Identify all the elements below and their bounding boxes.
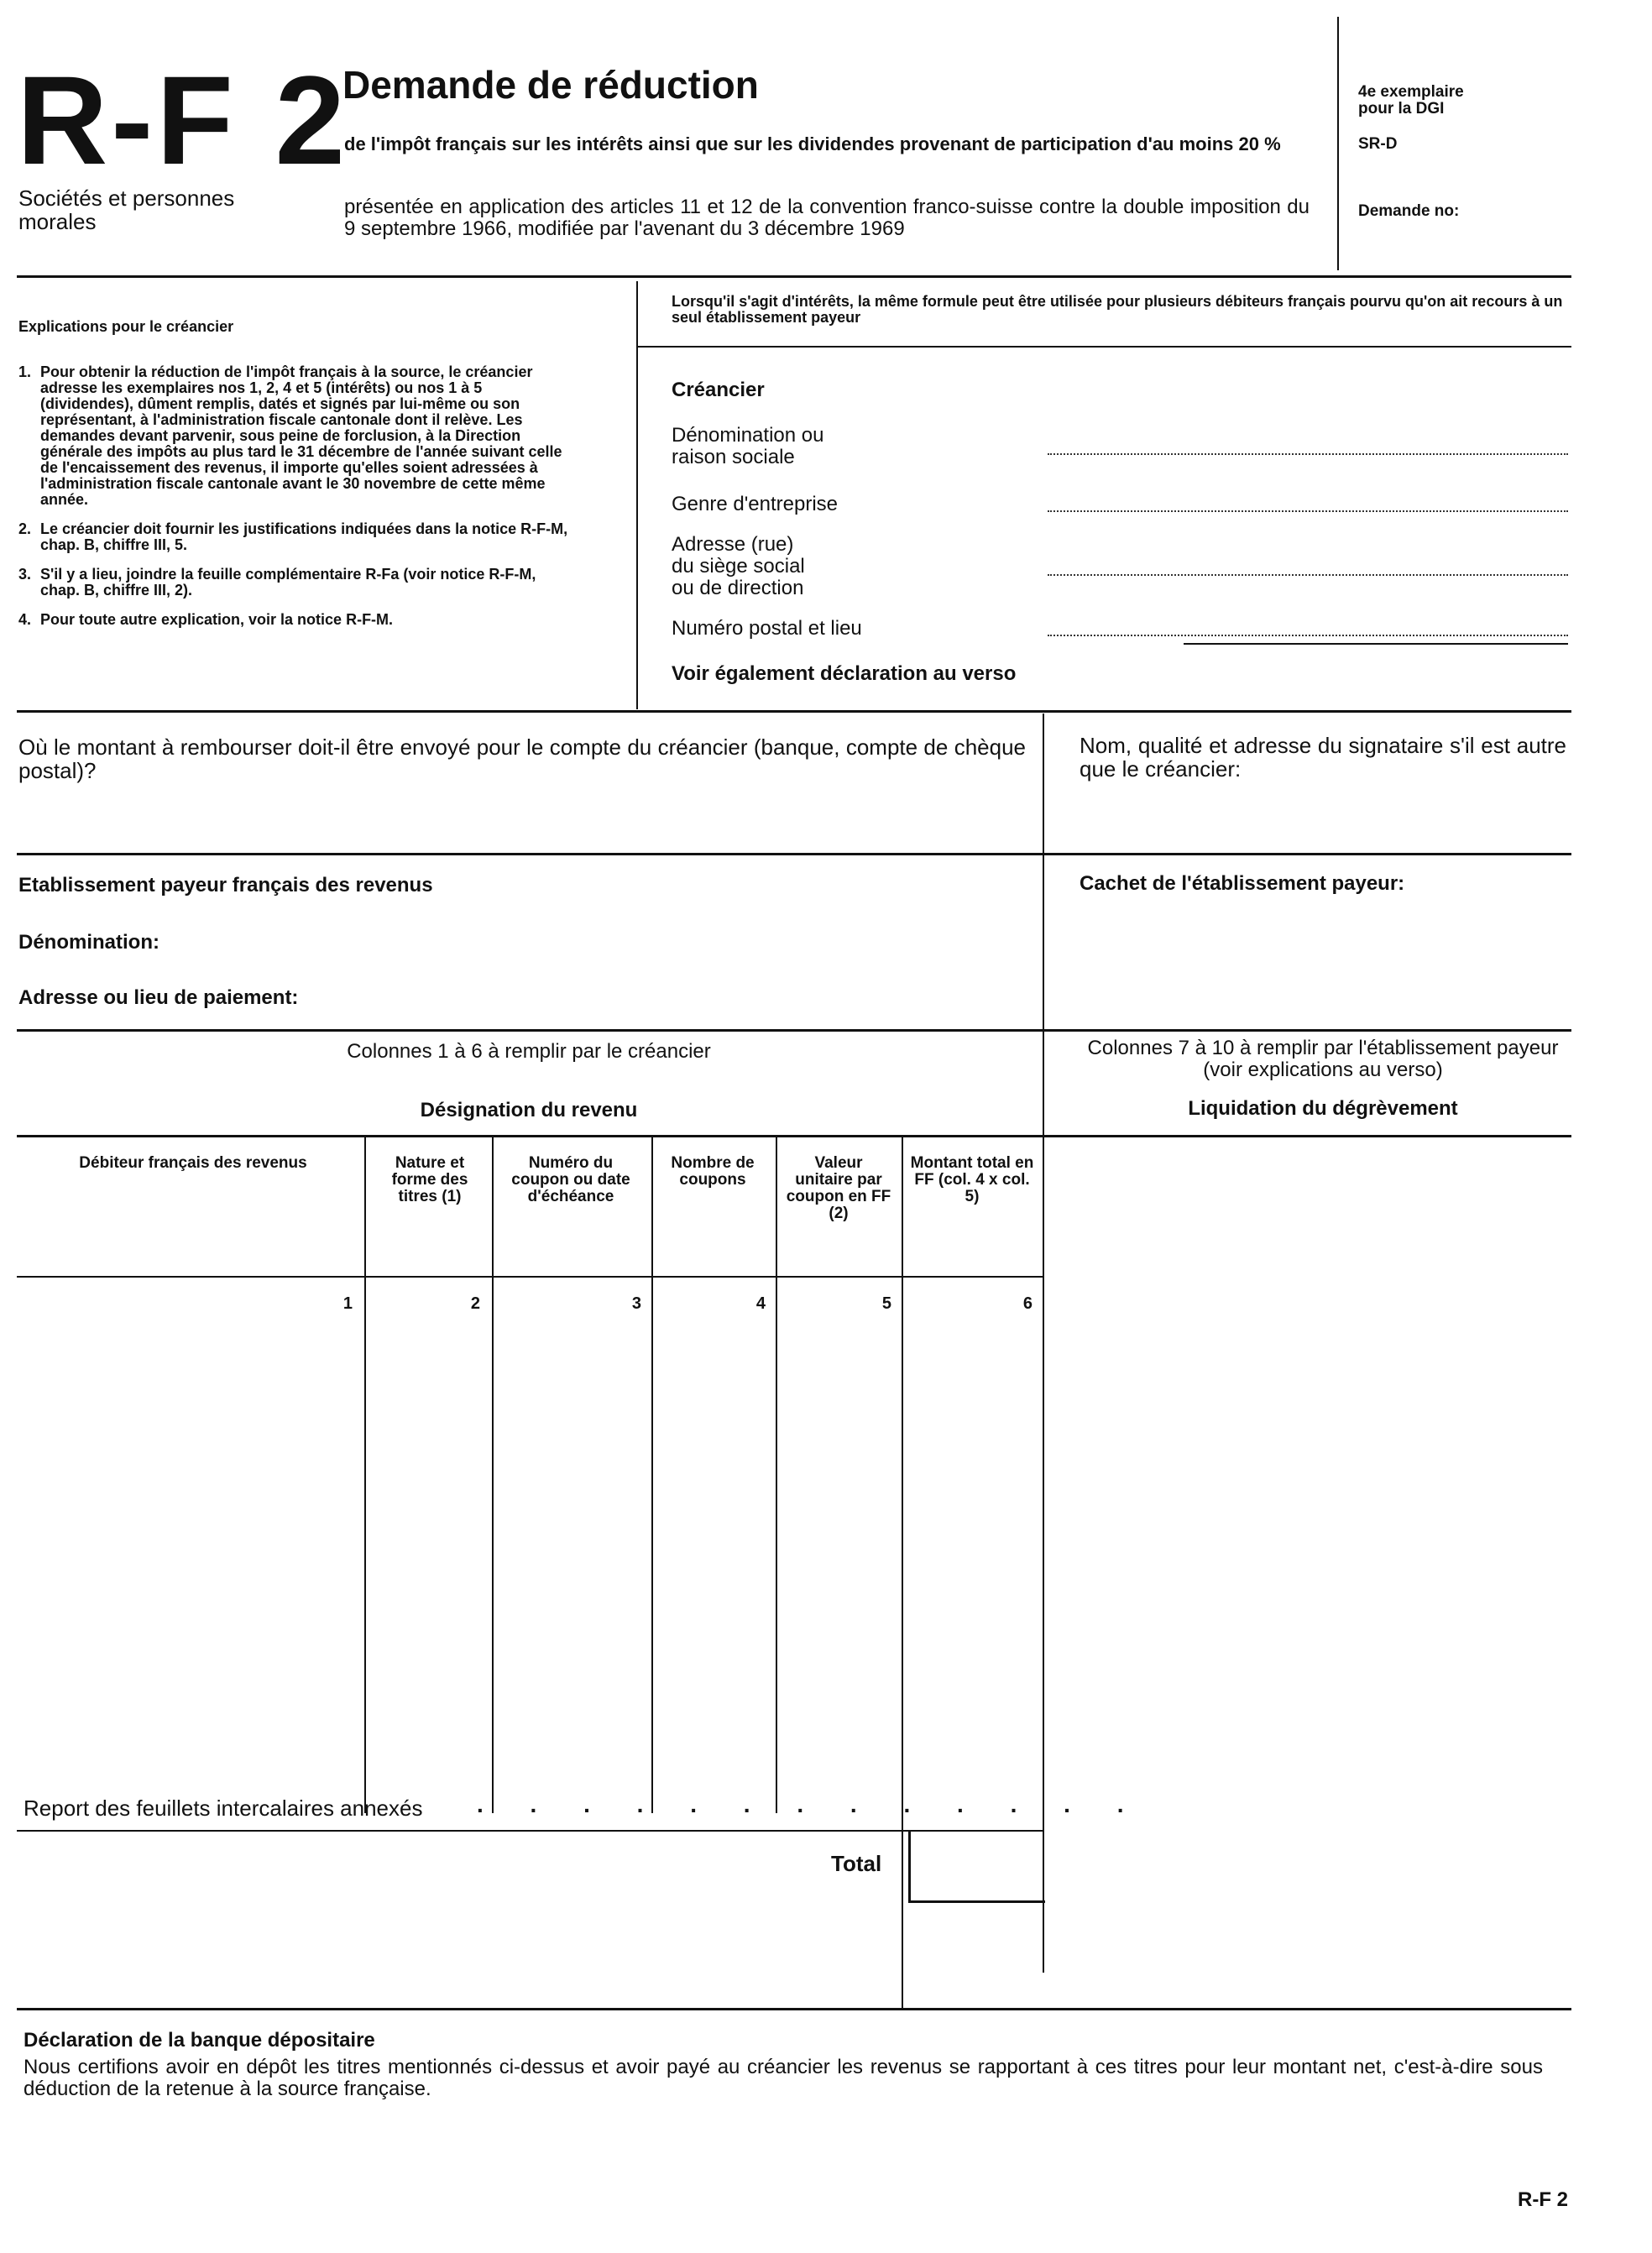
column-number: 3 [631,1294,641,1313]
form-title: Demande de réduction [342,63,759,107]
creditor-genre-label: Genre d'entreprise [672,493,839,515]
right-columns-caption: Colonnes 7 à 10 à remplir par l'établissement payeur (voir explications au verso) [1087,1037,1559,1081]
payment-divider [1043,714,1044,1973]
report-dots: . . . . . . . . . . . . . [477,1791,1144,1817]
column-header-debiteur: Débiteur français des revenus [79,1154,307,1172]
table-entry-area[interactable] [18,1326,1039,1780]
column-number: 2 [470,1294,480,1313]
creditor-postal-field[interactable] [1048,635,1568,636]
creditor-denomination-field[interactable] [1048,453,1568,455]
explanation-item: 3. S'il y a lieu, joindre la feuille complémentaire R-Fa (voir notice R-F-M, chap. B, chiffre III, 2). [18,566,536,599]
form-presented-text: présentée en application des articles 11 et 12 de la convention franco-suisse contre la double imposition du 9 septembre 1966, modifiée par l'avenant du 3 décembre 1969 [344,196,1310,240]
column-header-nature: Nature et forme des titres (1) [391,1154,468,1205]
report-rule [17,1830,1043,1832]
copy-note: 4e exemplaire pour la DGI [1358,83,1464,118]
creditor-postal-underline [1184,643,1568,645]
header-rule [17,275,1571,278]
column-header-numero: Numéro du coupon ou date d'échéance [511,1154,630,1205]
creditor-verso-note: Voir également déclaration au verso [672,662,1017,685]
form-code: R-F 2 [17,50,348,191]
creditor-address-field[interactable] [1048,574,1568,576]
column-number: 4 [755,1294,766,1313]
payment-field[interactable] [18,789,1026,848]
explanations-heading: Explications pour le créancier [18,318,234,335]
sr-code: SR-D [1358,135,1398,153]
declaration-heading: Déclaration de la banque dépositaire [24,2029,375,2052]
establishment-rule [17,1029,1571,1032]
explanation-item: 2. Le créancier doit fournir les justifications indiquées dans la notice R-F-M, chap. B, chiffre III, 5. [18,520,568,553]
creditor-genre-field[interactable] [1048,510,1568,512]
report-label: Report des feuillets intercalaires annexés [24,1796,423,1821]
form-category: Sociétés et personnes morales [18,186,235,234]
signatory-field[interactable] [1080,789,1566,848]
creditor-postal-label: Numéro postal et lieu [672,617,862,640]
footer-form-code: R-F 2 [1518,2188,1568,2211]
left-columns-caption: Colonnes 1 à 6 à remplir par le créancier [347,1040,711,1063]
header-right-divider [1337,17,1339,270]
creditor-note-rule [638,346,1571,348]
cachet-label: Cachet de l'établissement payeur: [1080,872,1405,895]
total-label: Total [831,1851,882,1876]
column-number: 5 [881,1294,891,1313]
establishment-address-label: Adresse ou lieu de paiement: [18,986,299,1009]
table-bottom-rule [17,2008,1571,2010]
form-subtitle: de l'impôt français sur les intérêts ainsi que sur les dividendes provenant de participation d'au moins 20 % [344,133,1281,154]
column-header-nombre: Nombre de coupons [671,1154,755,1189]
establishment-heading: Etablissement payeur français des revenus [18,874,433,896]
creditor-heading: Créancier [672,379,765,401]
establishment-denomination-label: Dénomination: [18,931,159,954]
payment-rule [17,853,1571,855]
creditor-denomination-label: Dénomination ou raison sociale [672,424,824,468]
column-number: 1 [342,1294,353,1313]
payment-question: Où le montant à rembourser doit-il être envoyé pour le compte du créancier (banque, compte de chèque postal)? [18,734,1026,783]
declaration-text: Nous certifions avoir en dépôt les titres mentionnés ci-dessus et avoir payé au créancier les revenus se rapportant à ces titres pour leur montant net, c'est-à-dire sous déduction de la retenue à la source française. [24,2056,1543,2100]
left-columns-heading: Désignation du revenu [420,1099,638,1121]
creditor-address-label: Adresse (rue) du siège social ou de direction [672,533,805,599]
right-columns-heading: Liquidation du dégrèvement [1188,1097,1458,1120]
column-header-valeur: Valeur unitaire par coupon en FF (2) [786,1154,891,1222]
total-box[interactable] [908,1830,1045,1903]
explanation-item: 4. Pour toute autre explication, voir la notice R-F-M. [18,611,394,628]
table-top-rule [17,1135,1571,1137]
column-header-rule [17,1276,1043,1278]
creditor-rule [17,710,1571,713]
column-header-montant: Montant total en FF (col. 4 x col. 5) [910,1154,1034,1205]
explanation-item: 1. Pour obtenir la réduction de l'impôt français à la source, le créancier adresse les exemplaires nos 1, 2, 4 et 5 (intérêts) ou nos 1 à 5 (dividendes), dûment remplis, datés et signés par lui-même ou son représentant, à l'administration fiscale cantonale dont il relève. Les demandes devant parvenir, sous peine de forclusion, à la Direction générale des impôts au plus tard le 31 décembre de l'année suivant celle de l'encaissement des revenus, il importe qu'elles soient adressées à l'administration fiscale cantonale avant le 30 novembre de cette même année. [18,363,562,508]
demande-no-label: Demande no: [1358,202,1460,220]
explanations-list [18,364,572,641]
signatory-label: Nom, qualité et adresse du signataire s'il est autre que le créancier: [1080,733,1566,781]
creditor-note: Lorsqu'il s'agit d'intérêts, la même formule peut être utilisée pour plusieurs débiteurs français pourvu qu'on ait recours à un seul établissement payeur [672,293,1563,326]
column-number: 6 [1022,1294,1032,1313]
